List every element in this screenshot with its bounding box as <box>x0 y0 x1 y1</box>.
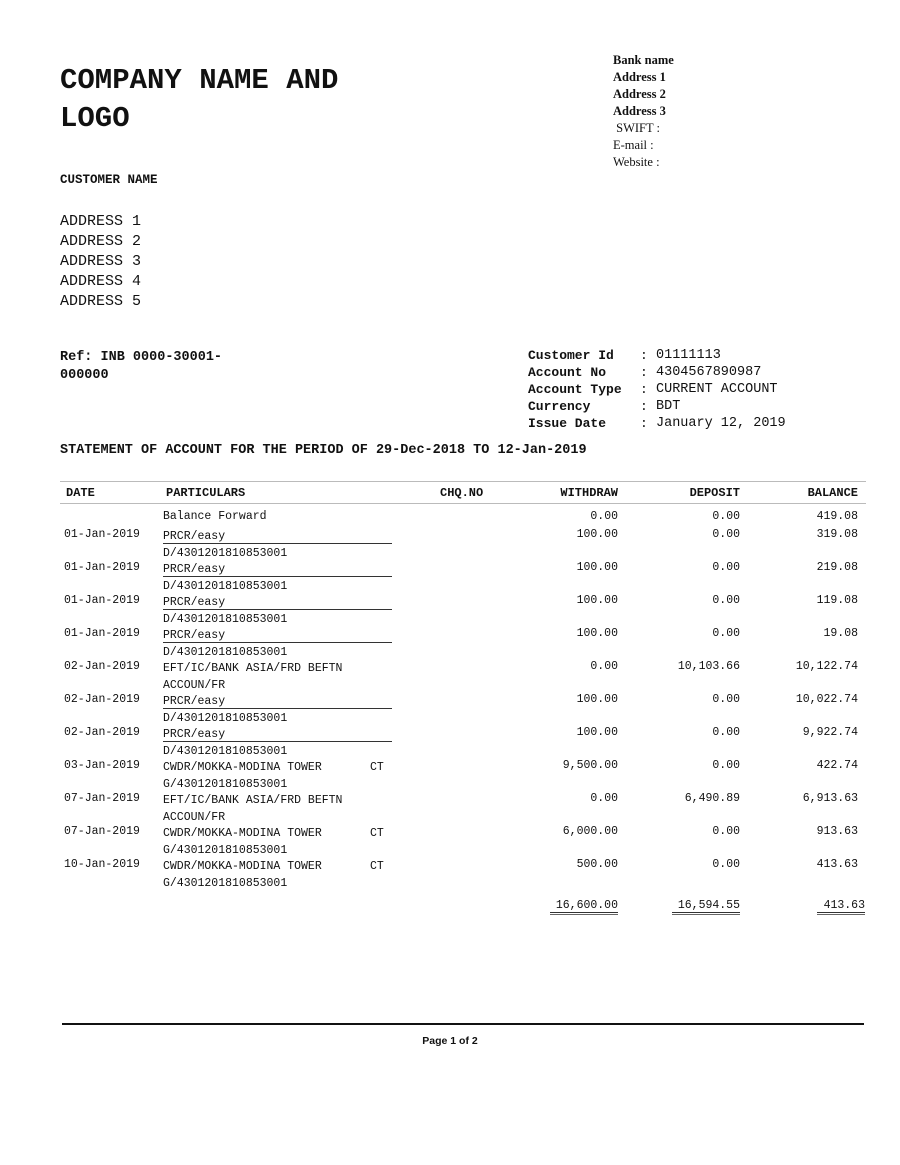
particulars-line-2: G/4301201810853001 <box>163 877 288 890</box>
particulars-line-2: ACCOUN/FR <box>163 811 226 824</box>
statement-title: STATEMENT OF ACCOUNT FOR THE PERIOD OF 29-Dec-2018 TO 12-Jan-2019 <box>60 443 587 458</box>
ref-line-2: 000000 <box>60 368 109 383</box>
deposit-cell: 0.00 <box>712 726 740 739</box>
company-line-1: COMPANY NAME AND <box>60 64 339 97</box>
particulars-line-1 <box>163 728 392 742</box>
deposit-cell: 10,103.66 <box>677 660 740 673</box>
header-particulars: PARTICULARS <box>166 486 246 500</box>
particulars-text: EFT/IC/BANK ASIA/FRD BEFTN <box>163 662 343 675</box>
particulars-line-1 <box>163 761 322 774</box>
deposit-cell: 0.00 <box>712 561 740 574</box>
withdraw-cell: 9,500.00 <box>562 759 618 772</box>
bank-swift: SWIFT : <box>613 121 660 135</box>
balance-cell: 219.08 <box>816 561 858 574</box>
particulars-text: CWDR/MOKKA-MODINA TOWER <box>163 761 322 774</box>
ref-line-1: Ref: INB 0000-30001- <box>60 350 223 365</box>
date-cell: 02-Jan-2019 <box>64 693 140 706</box>
particulars-line-2: G/4301201810853001 <box>163 778 288 791</box>
date-cell: 07-Jan-2019 <box>64 792 140 805</box>
customer-id-value: 01111113 <box>656 348 721 363</box>
particulars-text: PRCR/easy <box>163 596 392 610</box>
customer-name: CUSTOMER NAME <box>60 173 158 187</box>
withdraw-cell: 100.00 <box>576 726 618 739</box>
deposit-cell: 0.00 <box>712 528 740 541</box>
balance-cell: 9,922.74 <box>802 726 858 739</box>
transactions-table <box>60 481 866 912</box>
particulars-text: PRCR/easy <box>163 695 392 709</box>
particulars-text: PRCR/easy <box>163 629 392 643</box>
footer-divider <box>62 1023 864 1025</box>
balance-cell: 419.08 <box>816 510 858 523</box>
balance-cell: 413.63 <box>816 858 858 871</box>
balance-cell: 913.63 <box>816 825 858 838</box>
withdraw-cell: 6,000.00 <box>562 825 618 838</box>
particulars-text: CWDR/MOKKA-MODINA TOWER <box>163 860 322 873</box>
field-label: Account No <box>528 365 607 380</box>
header-chq: CHQ.NO <box>440 486 484 500</box>
particulars-text: CWDR/MOKKA-MODINA TOWER <box>163 827 322 840</box>
withdraw-cell: 0.00 <box>590 792 618 805</box>
date-cell: 01-Jan-2019 <box>64 528 140 541</box>
bank-address-3: Address 3 <box>613 104 666 118</box>
account-field: Account No : 4304567890987 <box>528 365 762 380</box>
balance-cell: 119.08 <box>816 594 858 607</box>
particulars-line-1 <box>163 596 392 610</box>
reference <box>60 349 275 385</box>
bank-name: Bank name <box>613 53 674 67</box>
bank-address-2: Address 2 <box>613 87 666 101</box>
account-field: Currency : BDT <box>528 399 681 414</box>
withdraw-cell: 100.00 <box>576 528 618 541</box>
particulars-line-2: D/4301201810853001 <box>163 547 288 560</box>
address-line-1: ADDRESS 1 <box>60 213 142 230</box>
field-label: Account Type <box>528 382 622 397</box>
page-number: Page 1 of 2 <box>422 1035 478 1047</box>
address-line-5: ADDRESS 5 <box>60 293 142 310</box>
bank-website: Website : <box>613 155 660 169</box>
date-cell: 01-Jan-2019 <box>64 561 140 574</box>
issue-date-value: January 12, 2019 <box>656 416 786 431</box>
field-label: Issue Date <box>528 416 607 431</box>
header-balance: BALANCE <box>807 486 858 500</box>
deposit-cell: 0.00 <box>712 693 740 706</box>
chq-cell: CT <box>370 761 384 774</box>
particulars-text: PRCR/easy <box>163 563 392 577</box>
particulars-line-1 <box>163 563 392 577</box>
particulars-line-2: G/4301201810853001 <box>163 844 288 857</box>
particulars-text: PRCR/easy <box>163 530 392 544</box>
withdraw-cell: 0.00 <box>590 660 618 673</box>
account-no-value: 4304567890987 <box>656 365 762 380</box>
account-type-value: CURRENT ACCOUNT <box>656 382 778 397</box>
balance-cell: 10,022.74 <box>795 693 858 706</box>
balance-cell: 319.08 <box>816 528 858 541</box>
balance-cell: 19.08 <box>823 627 858 640</box>
deposit-cell: 0.00 <box>712 759 740 772</box>
customer-address <box>60 212 141 312</box>
table-header <box>60 481 866 504</box>
deposit-cell: 0.00 <box>712 594 740 607</box>
bank-email: E-mail : <box>613 138 654 152</box>
account-field: Account Type : CURRENT ACCOUNT <box>528 382 778 397</box>
address-line-4: ADDRESS 4 <box>60 273 142 290</box>
date-cell: 01-Jan-2019 <box>64 627 140 640</box>
chq-cell: CT <box>370 860 384 873</box>
particulars-line-2: D/4301201810853001 <box>163 580 288 593</box>
deposit-cell: 0.00 <box>712 825 740 838</box>
particulars-line-1 <box>163 662 342 675</box>
date-cell: 03-Jan-2019 <box>64 759 140 772</box>
balance-forward-label: Balance Forward <box>163 510 267 523</box>
date-cell: 01-Jan-2019 <box>64 594 140 607</box>
header-deposit: DEPOSIT <box>689 486 740 500</box>
field-label: Customer Id <box>528 348 614 363</box>
header-withdraw: WITHDRAW <box>560 486 618 500</box>
particulars-line-2: D/4301201810853001 <box>163 745 288 758</box>
deposit-cell: 0.00 <box>712 510 740 523</box>
account-field: Customer Id : 01111113 <box>528 348 721 363</box>
withdraw-cell: 500.00 <box>576 858 618 871</box>
deposit-cell: 6,490.89 <box>684 792 740 805</box>
chq-cell: CT <box>370 827 384 840</box>
bank-info <box>613 52 843 171</box>
balance-cell: 422.74 <box>816 759 858 772</box>
withdraw-cell: 100.00 <box>576 693 618 706</box>
particulars-line-1 <box>163 794 342 807</box>
address-line-3: ADDRESS 3 <box>60 253 142 270</box>
withdraw-cell: 100.00 <box>576 627 618 640</box>
field-label: Currency <box>528 399 591 414</box>
particulars-line-1 <box>163 629 392 643</box>
balance-cell: 6,913.63 <box>802 792 858 805</box>
total-withdraw: 16,600.00 <box>550 899 618 913</box>
particulars-line-1 <box>163 530 392 544</box>
withdraw-cell: 100.00 <box>576 594 618 607</box>
particulars-line-2: D/4301201810853001 <box>163 646 288 659</box>
particulars-text: PRCR/easy <box>163 728 392 742</box>
date-cell: 02-Jan-2019 <box>64 726 140 739</box>
balance-cell: 10,122.74 <box>795 660 858 673</box>
company-name-logo <box>60 62 440 138</box>
particulars-line-2: ACCOUN/FR <box>163 679 226 692</box>
company-line-2: LOGO <box>60 102 130 135</box>
account-field: Issue Date : January 12, 2019 <box>528 416 786 431</box>
withdraw-cell: 100.00 <box>576 561 618 574</box>
currency-value: BDT <box>656 399 681 414</box>
deposit-cell: 0.00 <box>712 858 740 871</box>
particulars-line-2: D/4301201810853001 <box>163 712 288 725</box>
date-cell: 07-Jan-2019 <box>64 825 140 838</box>
account-details <box>528 347 786 432</box>
particulars-line-1 <box>163 695 392 709</box>
total-deposit: 16,594.55 <box>672 899 740 913</box>
header-date: DATE <box>66 486 95 500</box>
address-line-2: ADDRESS 2 <box>60 233 142 250</box>
date-cell: 10-Jan-2019 <box>64 858 140 871</box>
particulars-line-2: D/4301201810853001 <box>163 613 288 626</box>
withdraw-cell: 0.00 <box>590 510 618 523</box>
bank-address-1: Address 1 <box>613 70 666 84</box>
date-cell: 02-Jan-2019 <box>64 660 140 673</box>
particulars-line-1 <box>163 827 322 840</box>
deposit-cell: 0.00 <box>712 627 740 640</box>
particulars-text: EFT/IC/BANK ASIA/FRD BEFTN <box>163 794 343 807</box>
total-balance: 413.63 <box>817 899 865 913</box>
particulars-line-1 <box>163 860 322 873</box>
